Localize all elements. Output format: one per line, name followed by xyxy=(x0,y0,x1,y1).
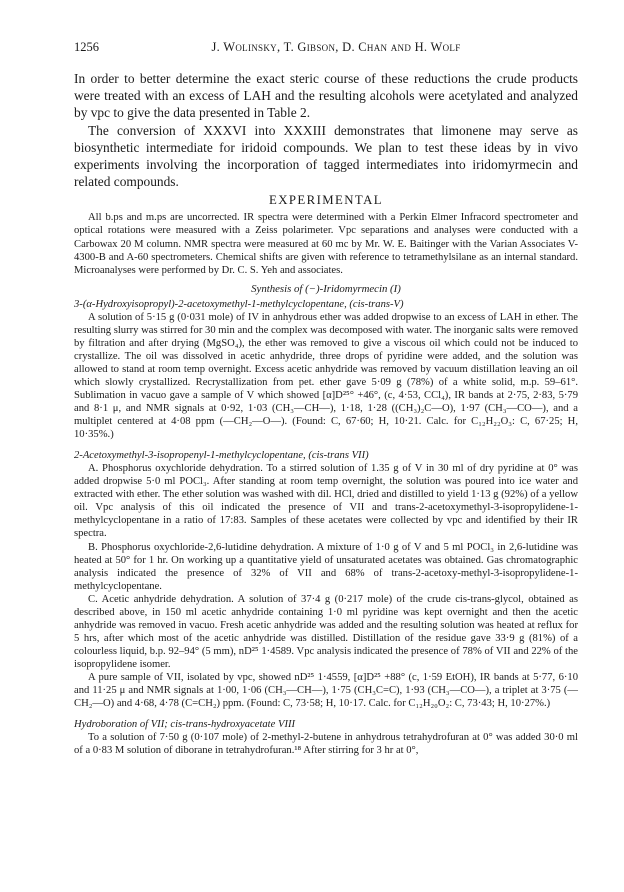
synthesis-title: Synthesis of (−)-Iridomyrmecin (I) xyxy=(251,282,401,295)
experimental-section xyxy=(74,211,578,757)
general-paragraph: All b.ps and m.ps are uncorrected. IR spectra were determined with a Perkin Elmer Infracord spectrometer and optical rotations were measured with a Zeiss polarimeter. Vpc separations and analyses were conducted with a Carbowax 20 M column. NMR spectra were measured at 60 mc by Mr. W. E. Baitinger with the Varian Associates V-4300-B and A-60 spectrometers. Chemical shifts are given with reference to tetramethylsilane as an internal standard. Microanalyses were performed by Dr. C. S. Yeh and associates. xyxy=(74,212,578,276)
intro-paragraph-1: In order to better determine the exact steric course of these reductions the crude products were treated with an excess of LAH and the resulting alcohols were acetylated and analyzed by vpc to give the data presented in Table 2. xyxy=(74,71,578,121)
intro-section xyxy=(74,70,578,190)
page-number: 1256 xyxy=(74,40,99,54)
experimental-heading: EXPERIMENTAL xyxy=(269,193,383,208)
pure-sample-paragraph: A pure sample of VII, isolated by vpc, showed nD²⁵ 1·4559, [α]D²⁵ +88° (c, 1·59 EtOH), IR bands at 5·77, 6·10 and 11·25 μ and NMR signals at 1·00, 1·06 (CH₃—CH—), 1·75 (CH₃C=C), 1·93 (CH₃—CO—), a triplet at 3·75 (—CH₂—O) and 4·68, 4·78 (C=CH₂) ppm. (Found: C, 73·58; H, 10·17. Calc. for C₁₂H₂₀O₂: C, 73·43; H, 10·27%.) xyxy=(74,671,578,710)
intro-paragraph-2: The conversion of XXXVI into XXXIII demonstrates that limonene may serve as biosynthetic intermediate for iridoid compounds. We plan to test these ideas by in vivo experiments involving the incorporation of tagged intermediates into iridomyrmecin and related compounds. xyxy=(74,122,578,190)
compound-v-heading: 3-(α-Hydroxyisopropyl)-2-acetoxymethyl-1-methylcyclopentane, (cis-trans-V) xyxy=(74,298,404,310)
running-authors: J. Wolinsky, T. Gibson, D. Chan and H. Wolf xyxy=(211,40,461,54)
method-c-paragraph: C. Acetic anhydride dehydration. A solution of 37·4 g (0·217 mole) of the crude cis-trans-glycol, obtained as described above, in 150 ml acetic anhydride containing 1·0 ml pyridine was kept overnight and then the acetic anhydride was removed in vacuo. Fresh acetic anhydride was added and the resulting solution was heated at reflux for 5 hrs, after which most of the acetic anhydride was distilled. Distillation of the residue gave 33·9 g (81%) of a colourless liquid, b.p. 92–94° (5 mm), nD²⁵ 1·4589. Vpc analysis indicated the presence of 78% of VII and 22% of the isopropylidene isomer. xyxy=(74,593,578,670)
method-b-paragraph: B. Phosphorus oxychloride-2,6-lutidine dehydration. A mixture of 1·0 g of V and 5 ml POCl₃ in 2,6-lutidine was heated at 50° for 1 hr. On working up a quantitative yield of unsaturated acetates was obtained. Gas chromatographic analysis indicated the presence of 32% of VII and 68% of trans-2-acetoxy-methyl-3-isopropylidene-1-methylcyclopentane. xyxy=(74,541,578,592)
compound-v-paragraph: A solution of 5·15 g (0·031 mole) of IV in anhydrous ether was added dropwise to an excess of LAH in ether. The resulting slurry was stirred for 30 min and the complex was decomposed with water. The inorganic salts were removed by filtration and after drying (MgSO₄), the ether was removed to give a viscous oil which could not be induced to crystallize. The oil was dissolved in acetic anhydride, three drops of pyridine were added, and the solution was allowed to stand at room temp overnight. Excess acetic anhydride was removed by vacuum distillation leaving an oil which slowly crystallized. Recrystallization from pet. ether gave 5·09 g (78%) of a white solid, m.p. 59–61°. Sublimation in vacuo gave a sample of V which showed [α]D²⁵° +46°, (c, 4·53, CCl₄), IR bands at 2·75, 2·83, 5·79 and 8·1 μ, and NMR signals at 0·92, 1·03 (CH₃—CH—), 1·18, 1·28 ((CH₃)₂C—O), 1·97 (CH₃—CO—), and a multiplet centered at 4·08 ppm (—CH₂—O—). (Found: C, 67·60; H, 10·21. Calc. for C₁₂H₂₂O₃: C, 67·25; H, 10·35%.) xyxy=(74,311,578,441)
compound-vii-heading: 2-Acetoxymethyl-3-isopropenyl-1-methylcyclopentane, (cis-trans VII) xyxy=(74,450,369,462)
hydroboration-paragraph: To a solution of 7·50 g (0·107 mole) of 2-methyl-2-butene in anhydrous tetrahydrofuran at 0° was added 30·0 ml of a 0·83 M solution of diborane in tetrahydrofuran.¹⁸ After stirring for 3 hr at 0°, xyxy=(74,732,578,757)
method-a-paragraph: A. Phosphorus oxychloride dehydration. To a stirred solution of 1.35 g of V in 30 ml of dry pyridine at 0° was added dropwise 5·0 ml POCl₃. After standing at room temp overnight, the solution was poured into ice water and extracted with ether. The ether solution was washed with dil. HCl, dried and distilled to yield 1·13 g (92%) of a yellow oil. Vpc analysis of this oil indicated the presence of VII and trans-2-acetoxymethyl-3-isopropylidene-1-methylcyclopentane in a ratio of 17:83. Samples of these acetates were collected by vpc and identified by their IR spectra. xyxy=(74,463,578,540)
hydroboration-heading: Hydroboration of VII; cis-trans-hydroxyacetate VIII xyxy=(74,719,296,731)
running-header xyxy=(74,40,578,55)
